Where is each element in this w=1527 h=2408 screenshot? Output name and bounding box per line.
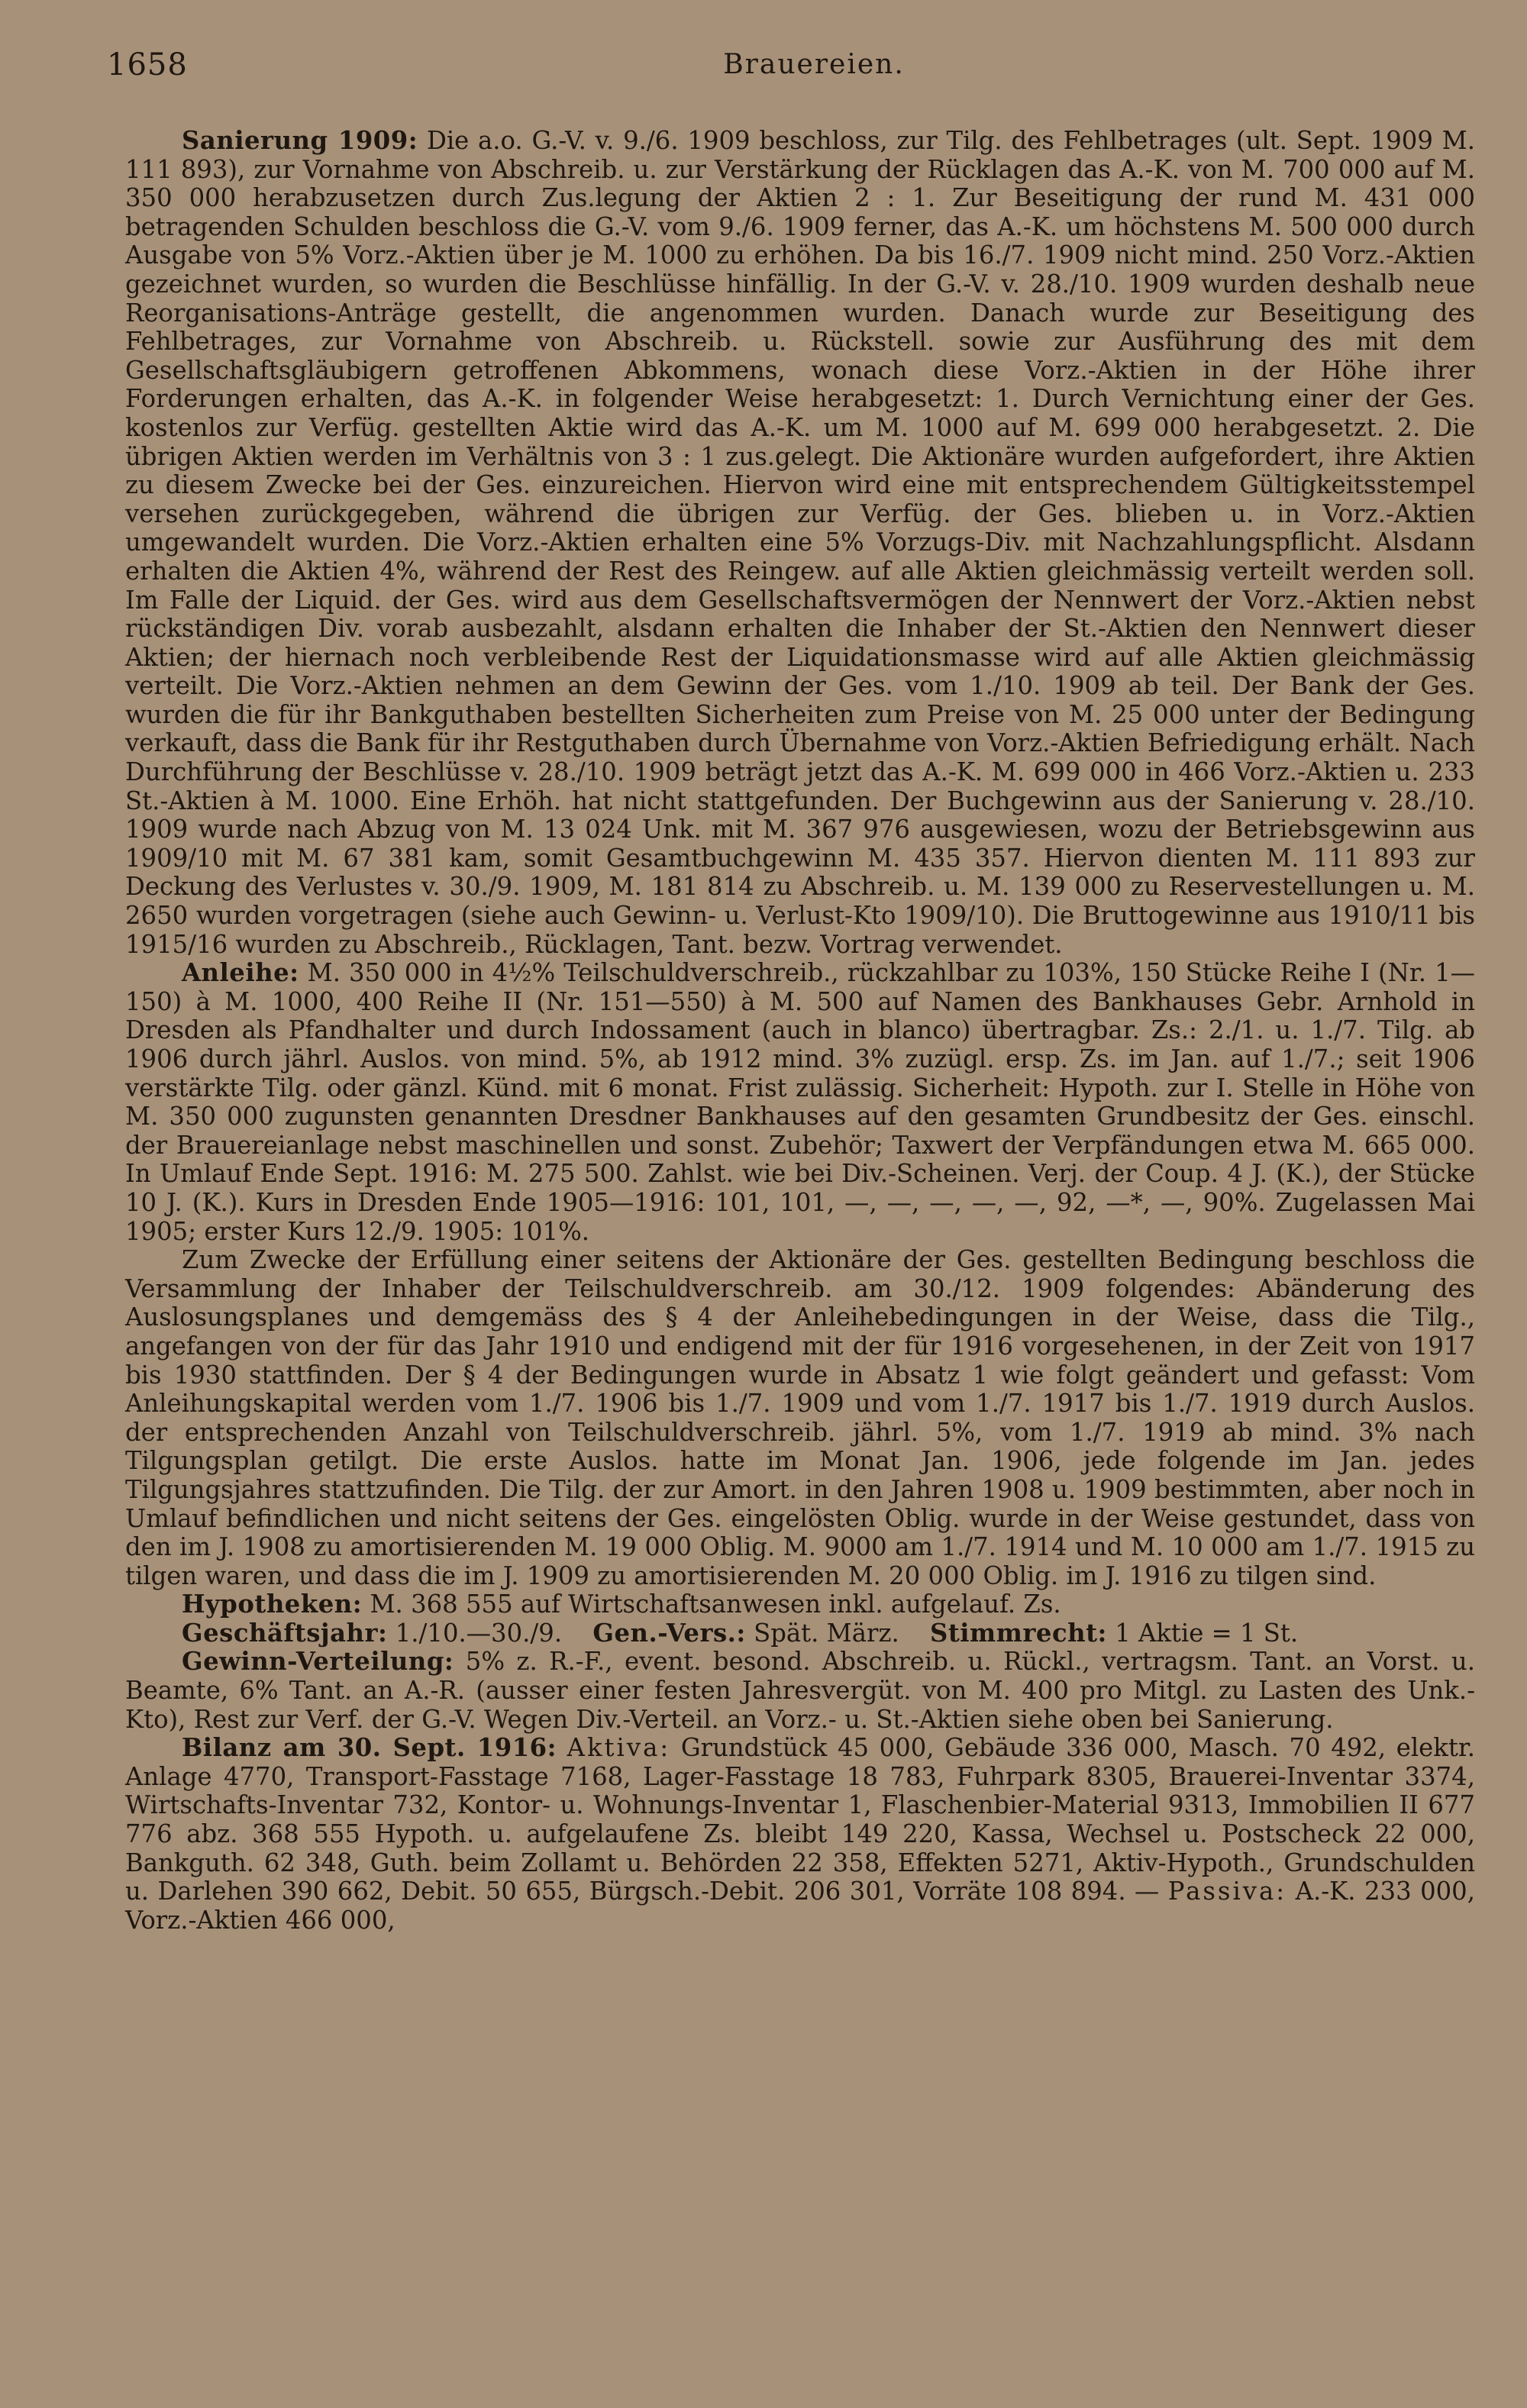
aktiva-label: Aktiva: — [567, 1733, 671, 1763]
passiva-text: A.-K. 233 000, Vorz.-Aktien 466 000, — [125, 1877, 1475, 1935]
hypotheken-text: M. 368 555 auf Wirtschaftsanwesen inkl. aufgelauf. Zs. — [370, 1590, 1061, 1619]
geschaeftsjahr-text: 1./10.—30./9. — [395, 1618, 563, 1648]
page-number: 1658 — [107, 47, 188, 82]
passiva-label: Passiva: — [1167, 1877, 1287, 1906]
sanierung-section — [125, 127, 1475, 959]
sanierung-text: Die a.o. G.-V. v. 9./6. 1909 beschloss, zur Tilg. des Fehlbetrages (ult. Sept. 1909 M. 111 893), zur Vornahme von Abschreib. u. zur Verstärkung der Rücklagen das A.-K. von M. 700 000 auf M. 350 000 herabzusetzen durch Zus.legung der Aktien 2 : 1. Zur Beseitigung der rund M. 431 000 betragenden Schulden beschloss die G.-V. vom 9./6. 1909 ferner, das A.-K. um höchstens M. 500 000 durch Ausgabe von 5% Vorz.-Aktien über je M. 1000 zu erhöhen. Da bis 16./7. 1909 nicht mind. 250 Vorz.-Aktien gezeichnet wurden, so wurden die Beschlüsse hinfällig. In der G.-V. v. 28./10. 1909 wurden deshalb neue Reorganisations-Anträge gestellt, die angenommen wurden. Danach wurde zur Beseitigung des Fehlbetrages, zur Vornahme von Abschreib. u. Rückstell. sowie zur Ausführung des mit dem Gesellschaftsgläubigern getroffenen Abkommens, wonach diese Vorz.-Aktien in der Höhe ihrer Forderungen erhalten, das A.-K. in folgender Weise herabgesetzt: 1. Durch Vernichtung einer der Ges. kostenlos zur Verfüg. gestellten Aktie wird das A.-K. um M. 1000 auf M. 699 000 herabgesetzt. 2. Die übrigen Aktien werden im Verhältnis von 3 : 1 zus.gelegt. Die Aktionäre wurden aufgefordert, ihre Aktien zu diesem Zwecke bei der Ges. einzureichen. Hiervon wird eine mit entsprechendem Gültigkeitsstempel versehen zurückgegeben, während die übrigen zur Verfüg. der Ges. blieben u. in Vorz.-Aktien umgewandelt wurden. Die Vorz.-Aktien erhalten eine 5% Vorzugs-Div. mit Nachzahlungspflicht. Alsdann erhalten die Aktien 4%, während der Rest des Reingew. auf alle Aktien gleichmässig verteilt werden soll. Im Falle der Liquid. der Ges. wird aus dem Gesellschaftsvermögen der Nennwert der Vorz.-Aktien nebst rückständigen Div. vorab ausbezahlt, alsdann erhalten die Inhaber der St.-Aktien den Nennwert dieser Aktien; der hiernach noch verbleibende Rest der Liquidationsmasse wird auf alle Aktien gleichmässig verteilt. Die Vorz.-Aktien nehmen an dem Gewinn der Ges. vom 1./10. 1909 ab teil. Der Bank der Ges. wurden die für ihr Bankguthaben bestellten Sicherheiten zum Preise von M. 25 000 unter der Bedingung verkauft, dass die Bank für ihr Restguthaben durch Übernahme von Vorz.-Aktien Befriedigung erhält. Nach Durchführung der Beschlüsse v. 28./10. 1909 beträgt jetzt das A.-K. M. 699 000 in 466 Vorz.-Aktien u. 233 St.-Aktien à M. 1000. Eine Erhöh. hat nicht stattgefunden. Der Buchgewinn aus der Sanierung v. 28./10. 1909 wurde nach Abzug von M. 13 024 Unk. mit M. 367 976 ausgewiesen, wozu der Betriebsgewinn aus 1909/10 mit M. 67 381 kam, somit Gesamtbuchgewinn M. 435 357. Hiervon dienten M. 111 893 zur Deckung des Verlustes v. 30./9. 1909, M. 181 814 zu Abschreib. u. M. 139 000 zu Reservestellungen u. M. 2650 wurden vorgetragen (siehe auch Gewinn- u. Verlust-Kto 1909/10). Die Bruttogewinne aus 1910/11 bis 1915/16 wurden zu Abschreib., Rücklagen, Tant. bezw. Vortrag verwendet. — [125, 126, 1475, 959]
anleihe-text-2: Zum Zwecke der Erfüllung einer seitens der Aktionäre der Ges. gestellten Bedingung beschloss die Versammlung der Inhaber der Teilschuldverschreib. am 30./12. 1909 folgendes: Abänderung des Auslosungsplanes und demgemäss des § 4 der Anleihebedingungen in der Weise, dass die Tilg., angefangen von der für das Jahr 1910 und endigend mit der für 1916 vorgesehenen, in der Zeit von 1917 bis 1930 stattfinden. Der § 4 der Bedingungen wurde in Absatz 1 wie folgt geändert und gefasst: Vom Anleihungskapital werden vom 1./7. 1906 bis 1./7. 1909 und vom 1./7. 1917 bis 1./7. 1919 durch Auslos. der entsprechenden Anzahl von Teilschuldverschreib. jährl. 5%, vom 1./7. 1919 ab mind. 3% nach Tilgungsplan getilgt. Die erste Auslos. hatte im Monat Jan. 1906, jede folgende im Jan. jedes Tilgungsjahres stattzufinden. Die Tilg. der zur Amort. in den Jahren 1908 u. 1909 bestimmten, aber noch in Umlauf befindlichen und nicht seitens der Ges. eingelösten Oblig. wurde in der Weise gestundet, dass von den im J. 1908 zu amortisierenden M. 19 000 Oblig. M. 9000 am 1./7. 1914 und M. 10 000 am 1./7. 1915 zu tilgen waren, und dass die im J. 1909 zu amortisierenden M. 20 000 Oblig. im J. 1916 zu tilgen sind. — [125, 1245, 1475, 1590]
gewinn-verteilung-text: 5% z. R.-F., event. besond. Abschreib. u. Rückl., vertragsm. Tant. an Vorst. u. Beamte, 6% Tant. an A.-R. (ausser einer festen Jahresvergüt. von M. 400 pro Mitgl. zu Lasten des Unk.-Kto), Rest zur Verf. der G.-V. Wegen Div.-Verteil. an Vorz.- u. St.-Aktien siehe oben bei Sanierung. — [125, 1647, 1475, 1734]
aktiva-text: Grundstück 45 000, Gebäude 336 000, Masch. 70 492, elektr. Anlage 4770, Transport-Fasstage 7168, Lager-Fasstage 18 783, Fuhrpark 8305, Brauerei-Inventar 3374, Wirtschafts-Inventar 732, Kontor- u. Wohnungs-Inventar 1, Flaschenbier-Material 9313, Immobilien II 677 776 abz. 368 555 Hypoth. u. aufgelaufene Zs. bleibt 149 220, Kassa, Wechsel u. Postscheck 22 000, Bankguth. 62 348, Guth. beim Zollamt u. Behörden 22 358, Effekten 5271, Aktiv-Hypoth., Grundschulden u. Darlehen 390 662, Debit. 50 655, Bürgsch.-Debit. 206 301, Vorräte 108 894. — — [125, 1733, 1475, 1906]
bilanz-section — [125, 1734, 1475, 1935]
stimmrecht-text: 1 Aktie = 1 St. — [1115, 1618, 1299, 1648]
gen-vers-text: Spät. März. — [754, 1618, 899, 1648]
hypotheken-label: Hypotheken: — [182, 1590, 363, 1619]
anleihe-section-continued — [125, 1246, 1475, 1590]
anleihe-section — [125, 959, 1475, 1246]
geschaeftsjahr-label: Geschäftsjahr: — [182, 1618, 388, 1648]
gewinn-verteilung-label: Gewinn-Verteilung: — [182, 1647, 454, 1677]
gewinn-verteilung-section — [125, 1648, 1475, 1734]
sanierung-label: Sanierung 1909: — [182, 126, 418, 155]
stimmrecht-label: Stimmrecht: — [930, 1618, 1107, 1648]
gen-vers-label: Gen.-Vers.: — [592, 1618, 746, 1648]
geschaeftsjahr-section — [125, 1619, 1475, 1648]
bilanz-label: Bilanz am 30. Sept. 1916: — [182, 1733, 557, 1763]
document-body — [125, 127, 1475, 1935]
anleihe-label: Anleihe: — [182, 958, 299, 988]
running-title: Brauereien. — [723, 49, 905, 80]
hypotheken-section — [125, 1590, 1475, 1619]
anleihe-text: M. 350 000 in 4½% Teilschuldverschreib., rückzahlbar zu 103%, 150 Stücke Reihe I (Nr. 1—150) à M. 1000, 400 Reihe II (Nr. 151—550) à M. 500 auf Namen des Bankhauses Gebr. Arnhold in Dresden als Pfandhalter und durch Indossament (auch in blanco) übertragbar. Zs.: 2./1. u. 1./7. Tilg. ab 1906 durch jährl. Auslos. von mind. 5%, ab 1912 mind. 3% zuzügl. ersp. Zs. im Jan. auf 1./7.; seit 1906 verstärkte Tilg. oder gänzl. Künd. mit 6 monat. Frist zulässig. Sicherheit: Hypoth. zur I. Stelle in Höhe von M. 350 000 zugunsten genannten Dresdner Bankhauses auf den gesamten Grundbesitz der Ges. einschl. der Brauereianlage nebst maschinellen und sonst. Zubehör; Taxwert der Verpfändungen etwa M. 665 000. In Umlauf Ende Sept. 1916: M. 275 500. Zahlst. wie bei Div.-Scheinen. Verj. der Coup. 4 J. (K.), der Stücke 10 J. (K.). Kurs in Dresden Ende 1905—1916: 101, 101, —, —, —, —, —, 92, —*, —, 90%. Zugelassen Mai 1905; erster Kurs 12./9. 1905: 101%. — [125, 958, 1475, 1246]
page-header — [104, 47, 1478, 93]
